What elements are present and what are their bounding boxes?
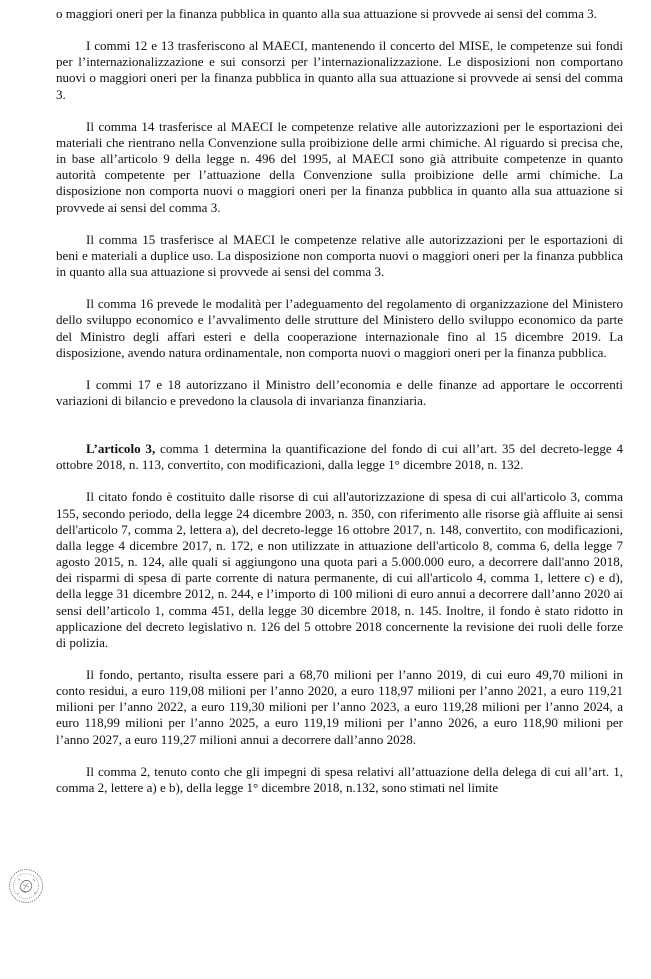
- paragraph-comma-2: Il comma 2, tenuto conto che gli impegni di spesa relativi all’attuazione della delega di cui all’art. 1, comma 2, lettere a) e b), della legge 1° dicembre 2018, n.132, sono stimati nel limite: [56, 763, 623, 795]
- article-heading: L’articolo 3,: [86, 441, 156, 457]
- paragraph-commi-17-18: I commi 17 e 18 autorizzano il Ministro dell’economia e delle finanze ad apportare le occorrenti variazioni di bilancio e prevedono la clausola di invarianza finanziaria.: [56, 376, 623, 408]
- paragraph-comma-16: Il comma 16 prevede le modalità per l’adeguamento del regolamento di organizzazione del Ministero dello sviluppo economico e l’avvalimento delle strutture del Ministero dello sviluppo economico da parte del Ministro degli affari esteri e della cooperazione internazionale fino al 15 dicembre 2019. La disposizione, avendo natura ordinamentale, non comporta nuovi o maggiori oneri per la finanza pubblica.: [56, 296, 623, 360]
- paragraph-articolo-3: [56, 441, 623, 473]
- seal-stamp-icon: [8, 868, 44, 904]
- article-intro: comma 1 determina la quantificazione del fondo di cui all’art. 35 del decreto-legge 4 ottobre 2018, n. 113, convertito, con modificazioni, dalla legge 1° dicembre 2018, n. 132.: [56, 441, 623, 473]
- document-page: [56, 6, 623, 796]
- paragraph-comma-14: Il comma 14 trasferisce al MAECI le competenze relative alle autorizzazioni per le esportazioni dei materiali che rientrano nella Convenzione sulla proibizione delle armi chimiche. Al riguardo si precisa che, in base all’articolo 9 della legge n. 496 del 1995, al MAECI sono già attribuite competenze in quanto autorità competente per l’attuazione della Convenzione sulla proibizione delle armi chimiche. La disposizione non comporta nuovi o maggiori oneri per la finanza pubblica in quanto alla sua attuazione si provvede ai sensi del comma 3.: [56, 118, 623, 215]
- paragraph-fondo-costituito: Il citato fondo è costituito dalle risorse di cui all'autorizzazione di spesa di cui all'articolo 3, comma 155, secondo periodo, della legge 24 dicembre 2003, n. 350, con riferimento alle risorse già affluite ai sensi dell'articolo 7, comma 2, lettera a), del decreto-legge 16 ottobre 2017, n. 148, convertito, con modificazioni, dalla legge 4 dicembre 2017, n. 172, e non utilizzate in attuazione dell'articolo 8, comma 6, della legge 7 agosto 2015, n. 124, alle quali si aggiungono una quota pari a 5.000.000 euro, a decorrere dall'anno 2018, dei risparmi di spesa di parte corrente di natura permanente, di cui all'articolo 4, comma 1, lettere c) e d), della legge 31 dicembre 2012, n. 244, e l’importo di 100 milioni di euro annui a decorrere dall’anno 2020 ai sensi dell’articolo 1, comma 451, della legge 30 dicembre 2018, n. 145. Inoltre, il fondo è stato ridotto in applicazione del decreto legislativo n. 126 del 5 ottobre 2018 concernente la revisione dei ruoli delle forze di polizia.: [56, 489, 623, 650]
- paragraph-commi-12-13: I commi 12 e 13 trasferiscono al MAECI, mantenendo il concerto del MISE, le competenze sui fondi per l’internazionalizzazione e sui consorzi per l’internazionalizzazione. Le disposizioni non comportano nuovi o maggiori oneri per la finanza pubblica in quanto alla sua attuazione si provvede ai sensi del comma 3.: [56, 38, 623, 102]
- paragraph-comma-15: Il comma 15 trasferisce al MAECI le competenze relative alle autorizzazioni per le esportazioni di beni e materiali a duplice uso. La disposizione non comporta nuovi o maggiori oneri per la finanza pubblica in quanto alla sua attuazione si provvede ai sensi del comma 3.: [56, 231, 623, 280]
- paragraph-fondo-importi: Il fondo, pertanto, risulta essere pari a 68,70 milioni per l’anno 2019, di cui euro 49,70 milioni in conto residui, a euro 119,08 milioni per l’anno 2020, a euro 118,97 milioni per l’anno 2021, a euro 119,21 milioni per l’anno 2022, a euro 119,30 milioni per l’anno 2023, a euro 119,28 milioni per l’anno 2024, a euro 118,99 milioni per l’anno 2025, a euro 119,19 milioni per l’anno 2026, a euro 118,90 milioni per l’anno 2027, a euro 119,27 milioni annui a decorrere dall’anno 2028.: [56, 667, 623, 747]
- paragraph-continuation: o maggiori oneri per la finanza pubblica in quanto alla sua attuazione si provvede ai sensi del comma 3.: [56, 6, 597, 21]
